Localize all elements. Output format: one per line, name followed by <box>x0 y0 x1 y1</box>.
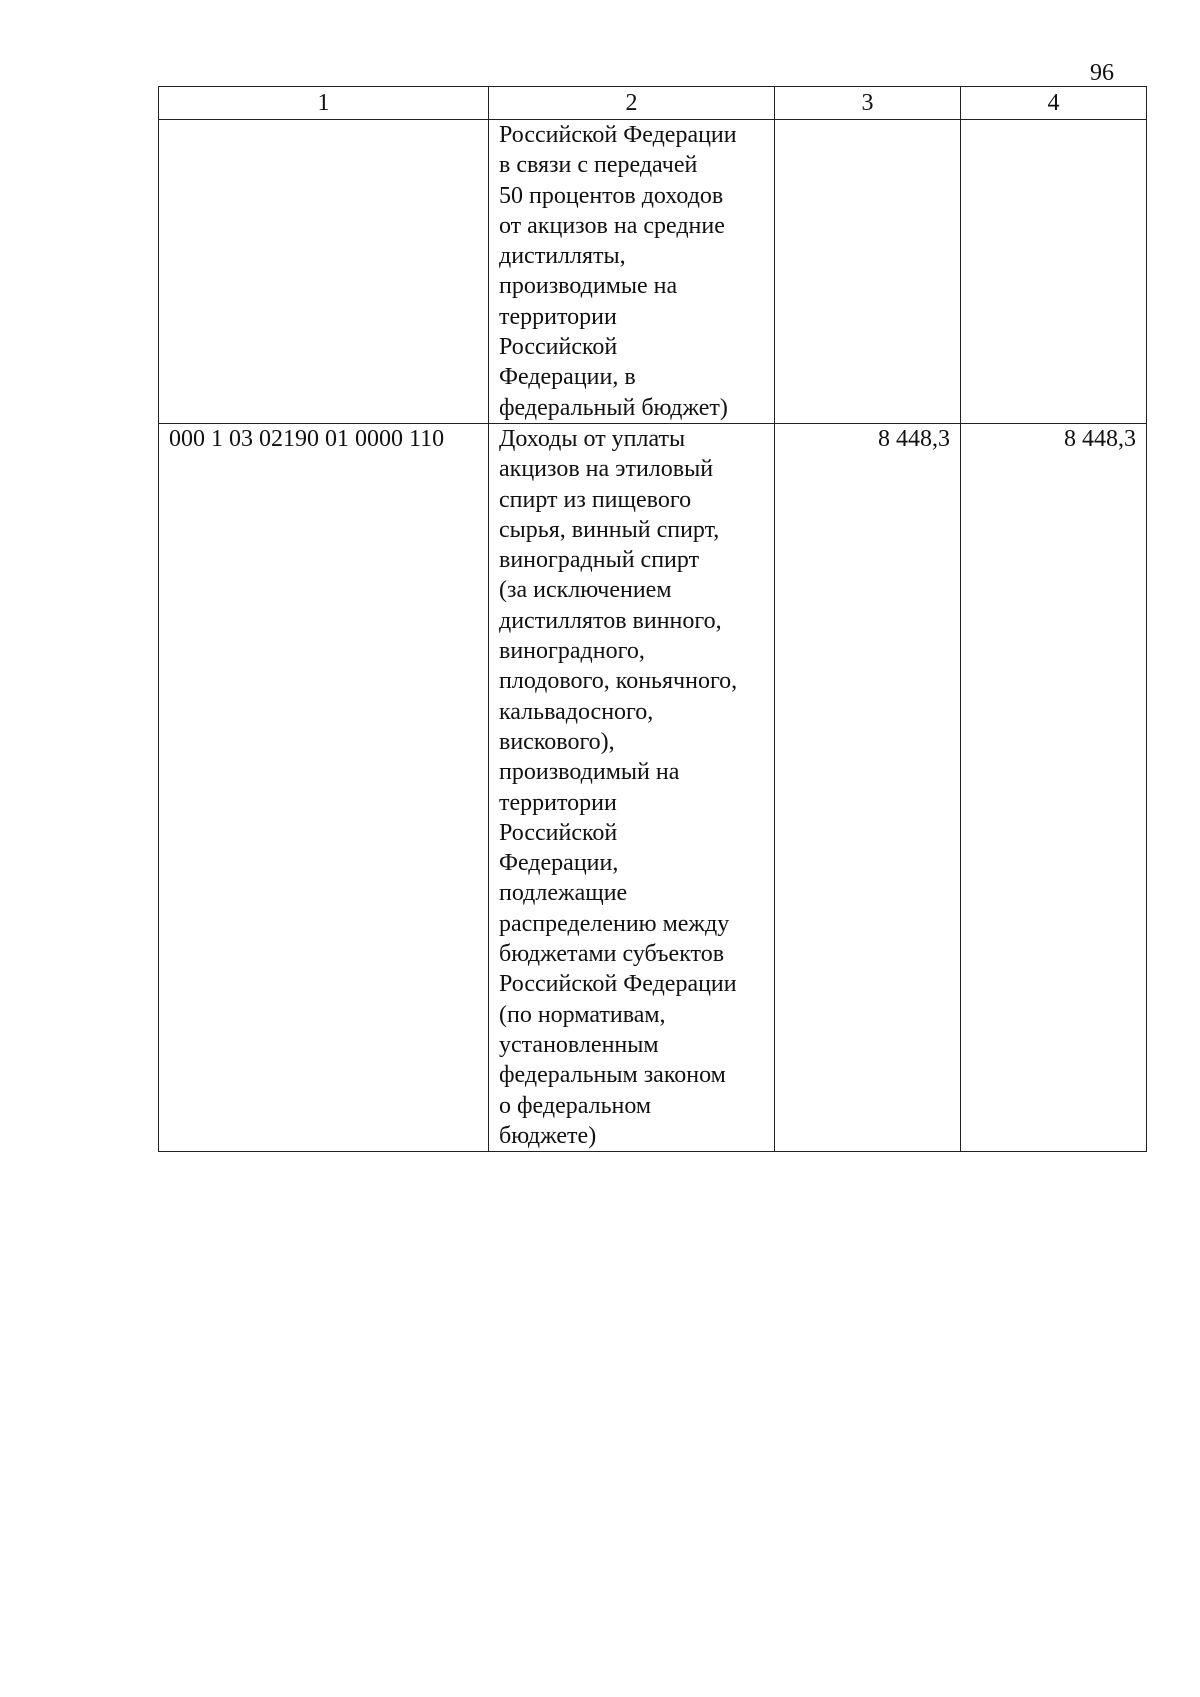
row-description <box>489 423 775 1151</box>
row-value-col-4 <box>961 120 1147 424</box>
description-line: Российской <box>499 819 618 846</box>
table-row <box>159 423 1147 1151</box>
description-line: подлежащие <box>499 880 628 907</box>
header-col-4: 4 <box>961 87 1147 120</box>
header-row <box>159 87 1147 120</box>
description-line: сырья, винный спирт, <box>499 516 720 543</box>
description-line: кальвадосного, <box>499 698 654 725</box>
page-number: 96 <box>1090 60 1114 86</box>
description-line: Российской Федерации <box>499 122 737 148</box>
description-line: бюджетами субъектов <box>499 941 725 968</box>
description-line: о федеральном <box>499 1092 652 1119</box>
description-line: установленным <box>499 1031 659 1058</box>
description-line: (по нормативам, <box>499 1001 666 1028</box>
header-col-3: 3 <box>775 87 961 120</box>
description-line: федеральный бюджет) <box>499 394 728 421</box>
description-line: бюджете) <box>499 1122 597 1149</box>
description-line: 50 процентов доходов <box>499 182 724 209</box>
description-line: Российской <box>499 334 618 361</box>
table-row <box>159 120 1147 424</box>
description-line: территории <box>499 303 617 330</box>
header-col-1: 1 <box>159 87 489 120</box>
table-body <box>159 120 1147 1152</box>
description-line: дистилляты, <box>499 243 626 270</box>
description-line: плодового, коньячного, <box>499 668 738 695</box>
row-value-col-4: 8 448,3 <box>961 423 1147 1151</box>
description-line: Федерации, в <box>499 364 636 391</box>
header-col-2: 2 <box>489 87 775 120</box>
row-value-col-3 <box>775 120 961 424</box>
row-description <box>489 120 775 424</box>
table-header <box>159 87 1147 120</box>
description-line: виноградный спирт <box>499 547 700 574</box>
description-line: Доходы от уплаты <box>499 425 686 452</box>
description-line: акцизов на этиловый <box>499 456 714 483</box>
description-line: распределению между <box>499 910 730 937</box>
description-line: виноградного, <box>499 638 645 665</box>
description-line: Федерации, <box>499 850 619 877</box>
description-line: производимый на <box>499 759 680 786</box>
description-line: дистиллятов винного, <box>499 607 722 634</box>
description-line: в связи с передачей <box>499 152 698 179</box>
description-line: вискового), <box>499 728 615 755</box>
row-code <box>159 120 489 424</box>
description-line: федеральным законом <box>499 1062 726 1089</box>
description-line: спирт из пищевого <box>499 486 692 513</box>
revenue-table <box>158 86 1147 1152</box>
description-line: от акцизов на средние <box>499 212 725 239</box>
row-code: 000 1 03 02190 01 0000 110 <box>159 423 489 1151</box>
description-line: Российской Федерации <box>499 971 737 998</box>
description-line: территории <box>499 789 617 816</box>
description-line: производимые на <box>499 273 678 300</box>
row-value-col-3: 8 448,3 <box>775 423 961 1151</box>
description-line: (за исключением <box>499 577 672 604</box>
